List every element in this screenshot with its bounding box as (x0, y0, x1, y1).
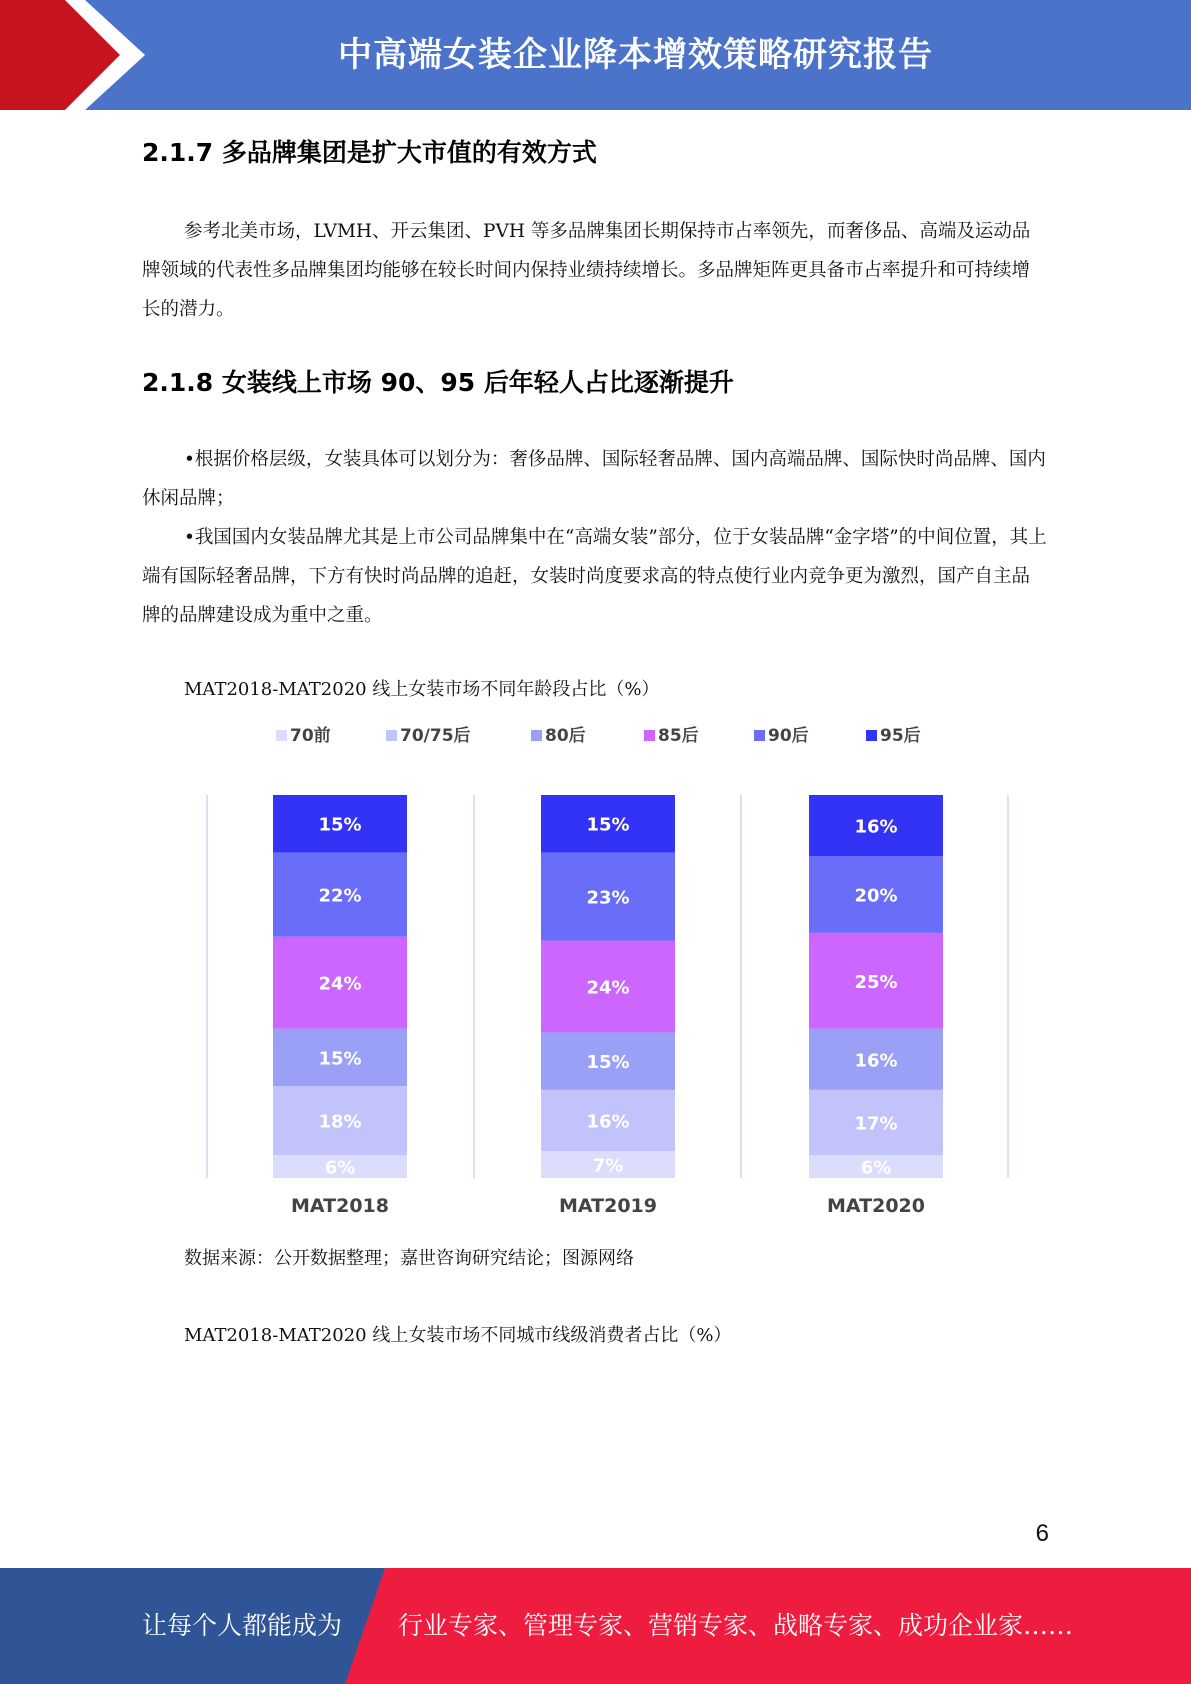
section-217-paragraph: 参考北美市场，LVMH、开云集团、PVH 等多品牌集团长期保持市占率领先，而奢侈品、高端及运动品牌领域的代表性多品牌集团均能够在较长时间内保持业绩持续增长。多品牌矩阵更具备市占率提升和可持续增长的潜力。 (142, 221, 1031, 320)
chart2-caption: MAT2018-MAT2020 线上女装市场不同城市线级消费者占比（%） (184, 1325, 732, 1346)
legend-label: 80后 (545, 726, 586, 746)
bar-data-label: 15% (318, 1048, 362, 1070)
bar-data-label: 17% (854, 1113, 898, 1135)
page-header (0, 0, 1191, 110)
section-218-bullet-2: •我国国内女装品牌尤其是上市公司品牌集中在“高端女装”部分，位于女装品牌“金字塔”的中间位置，其上端有国际轻奢品牌，下方有快时尚品牌的追赶，女装时尚度要求高的特点使行业内竞争更为激烈，国产自主品牌的品牌建设成为重中之重。 (142, 527, 1047, 626)
bar-data-label: 25% (854, 971, 898, 993)
section-218-bullet-1: •根据价格层级，女装具体可以划分为：奢侈品牌、国际轻奢品牌、国内高端品牌、国际快时尚品牌、国内休闲品牌； (142, 449, 1046, 509)
bar-data-label: 24% (318, 973, 362, 995)
section-heading-218: 2.1.8 女装线上市场 90、95 后年轻人占比逐渐提升 (142, 368, 734, 397)
page-number: 6 (1035, 1520, 1049, 1547)
chart-caption: MAT2018-MAT2020 线上女装市场不同年龄段占比（%） (184, 679, 660, 700)
footer-slogan-left: 让每个人都能成为 (142, 1611, 343, 1640)
legend-swatch (644, 730, 655, 741)
bar-data-label: 15% (586, 814, 630, 836)
data-source-note: 数据来源：公开数据整理；嘉世咨询研究结论；图源网络 (184, 1248, 634, 1269)
legend-swatch (276, 730, 287, 741)
bar-data-label: 6% (324, 1157, 356, 1179)
page-footer (0, 1568, 1191, 1684)
age-group-stacked-bar-chart (190, 715, 1040, 1230)
bar-data-label: 18% (318, 1111, 362, 1133)
category-label: MAT2019 (559, 1195, 657, 1217)
bar-data-label: 22% (318, 885, 362, 907)
bar-data-label: 20% (854, 885, 898, 907)
bar-data-label: 23% (586, 887, 630, 909)
bar-data-label: 16% (854, 1050, 898, 1072)
bar-data-label: 16% (854, 816, 898, 838)
legend-label: 85后 (658, 726, 699, 746)
bar-data-label: 15% (318, 814, 362, 836)
section-heading-217: 2.1.7 多品牌集团是扩大市值的有效方式 (142, 138, 597, 167)
legend-label: 70前 (290, 726, 331, 746)
legend-label: 95后 (880, 726, 921, 746)
legend-swatch (866, 730, 877, 741)
bar-data-label: 16% (586, 1111, 630, 1133)
bar-data-label: 24% (586, 977, 630, 999)
footer-slogan-right: 行业专家、管理专家、营销专家、战略专家、成功企业家…… (398, 1611, 1074, 1640)
legend-swatch (386, 730, 397, 741)
bar-data-label: 7% (592, 1155, 624, 1177)
report-title: 中高端女装企业降本增效策略研究报告 (338, 35, 933, 75)
bar-data-label: 15% (586, 1052, 630, 1074)
legend-label: 90后 (768, 726, 809, 746)
bar-data-label: 6% (860, 1157, 892, 1179)
legend-swatch (754, 730, 765, 741)
legend-swatch (531, 730, 542, 741)
category-label: MAT2020 (827, 1195, 925, 1217)
category-label: MAT2018 (291, 1195, 389, 1217)
legend-label: 70/75后 (400, 726, 471, 746)
